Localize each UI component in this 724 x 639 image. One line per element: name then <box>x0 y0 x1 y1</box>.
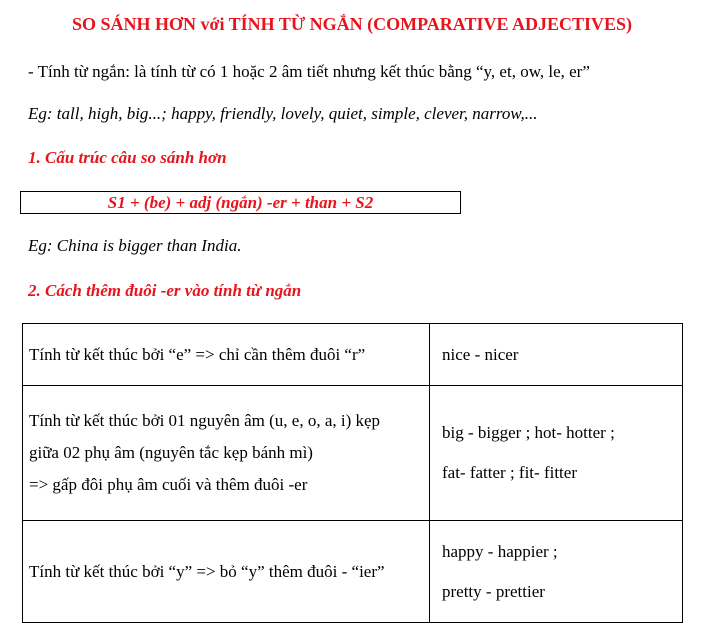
page-title: SO SÁNH HƠN với TÍNH TỪ NGẮN (COMPARATIVE ADJECTIVES) <box>71 14 633 34</box>
table-row <box>23 386 683 521</box>
rule-text: => gấp đôi phụ âm cuối và thêm đuôi -er <box>29 475 308 494</box>
example-cell <box>430 324 683 386</box>
rule-cell <box>23 521 430 623</box>
rule-text: Tính từ kết thúc bởi “e” => chỉ cần thêm đuôi “r” <box>29 344 366 364</box>
example-text: happy - happier ; <box>442 541 558 561</box>
table-row <box>23 324 683 386</box>
er-rules-table <box>22 323 683 623</box>
example-text: pretty - prettier <box>442 581 545 601</box>
example-cell <box>430 386 683 521</box>
table-row <box>23 521 683 623</box>
rule-cell <box>23 324 430 386</box>
example-text: nice - nicer <box>442 344 519 364</box>
rule-text: Tính từ kết thúc bởi “y” => bỏ “y” thêm đuôi - “ier” <box>29 561 385 581</box>
example-cell <box>430 521 683 623</box>
section2-heading: 2. Cách thêm đuôi -er vào tính từ ngắn <box>28 281 302 300</box>
rule-text: Tính từ kết thúc bởi 01 nguyên âm (u, e, o, a, i) kẹp <box>29 411 381 430</box>
comparative-formula-box: S1 + (be) + adj (ngắn) -er + than + S2 <box>20 191 461 214</box>
short-adjective-definition: - Tính từ ngắn: là tính từ có 1 hoặc 2 âm tiết nhưng kết thúc bằng “y, et, ow, le, er” <box>28 62 590 81</box>
rule-text: giữa 02 phụ âm (nguyên tắc kẹp bánh mì) <box>29 443 313 462</box>
rule-cell <box>23 386 430 521</box>
example-text: big - bigger ; hot- hotter ; <box>442 423 615 442</box>
comparative-example-sentence: Eg: China is bigger than India. <box>28 236 242 255</box>
example-adjectives: Eg: tall, high, big...; happy, friendly, lovely, quiet, simple, clever, narrow,... <box>28 104 538 123</box>
section1-heading: 1. Cấu trúc câu so sánh hơn <box>28 148 227 167</box>
example-text: fat- fatter ; fit- fitter <box>442 463 577 482</box>
